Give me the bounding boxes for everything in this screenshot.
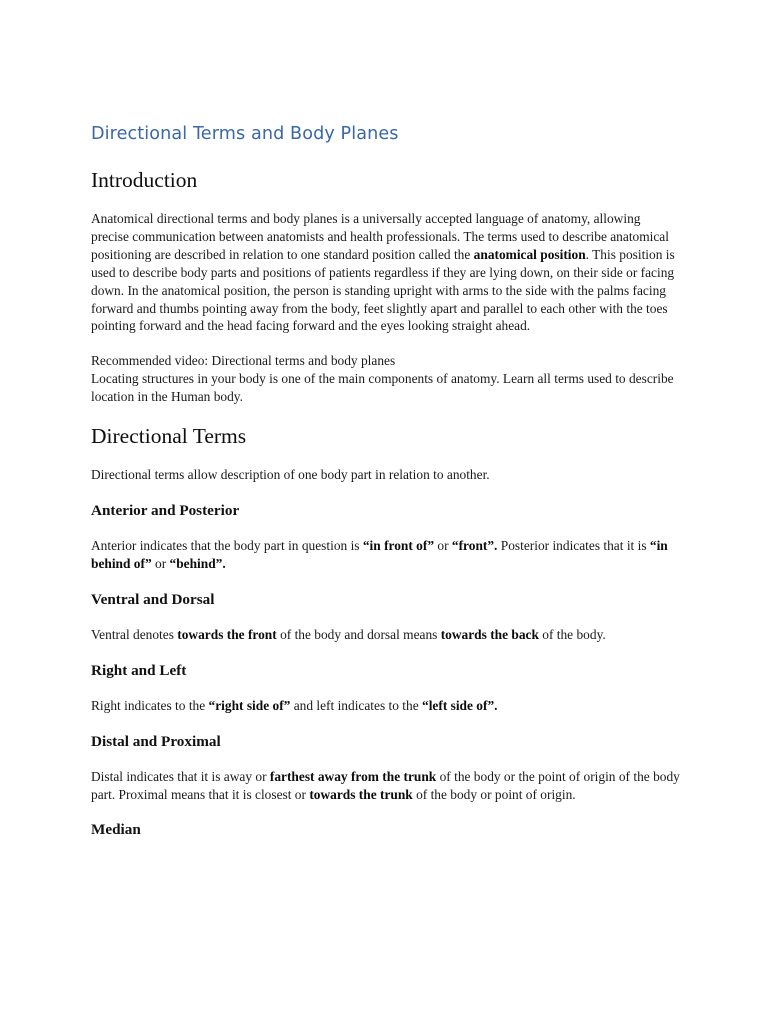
anterior-bold-2: “front”. (451, 537, 498, 553)
anterior-posterior-paragraph (91, 537, 681, 573)
distal-bold-1: farthest away from the trunk (269, 768, 437, 784)
heading-introduction: Introduction (91, 168, 198, 192)
recommended-video-label: Recommended video: Directional terms and body planes (91, 353, 396, 369)
distal-proximal-paragraph (91, 768, 681, 804)
heading-right-left: Right and Left (91, 661, 187, 679)
right-left-paragraph (91, 697, 681, 715)
intro-text-part1: Anatomical directional terms and body planes is a universally accepted language of anatomy, allowing precise communication between anatomists and health professionals. The terms used to describe anatomical positioning are described in relation to one standard position called the (91, 211, 669, 262)
distal-text-3: of the body or point of origin. (412, 786, 576, 802)
ventral-text-2: of the body and dorsal means (276, 626, 441, 642)
intro-text-part2: . This position is used to describe body parts and positions of patients regardless if they are lying down, on their side or facing down. In the anatomical position, the person is standing upright with arms to the side with the palms facing forward and thumbs pointing away from the body, feet slightly apart and parallel to each other with the toes pointing forward and the head facing forward and the eyes looking straight ahead. (91, 246, 675, 334)
right-left-bold-1: “right side of” (208, 697, 291, 713)
anterior-bold-4: “behind”. (169, 555, 226, 571)
anterior-text-4: or (151, 555, 170, 571)
right-left-bold-2: “left side of”. (422, 697, 498, 713)
ventral-text-1: Ventral denotes (91, 626, 178, 642)
heading-directional-terms: Directional Terms (91, 424, 247, 449)
anterior-text-1: Anterior indicates that the body part in question is (91, 537, 363, 553)
anterior-bold-3: “in behind of” (91, 537, 668, 571)
ventral-text-3: of the body. (538, 626, 606, 642)
distal-text-1: Distal indicates that it is away or (91, 768, 270, 784)
ventral-bold-1: towards the front (177, 626, 277, 642)
recommended-video-description: Locating structures in your body is one of the main components of anatomy. Learn all terms used to describe location in the Human body. (91, 371, 674, 405)
right-left-text-1: Right indicates to the (91, 697, 209, 713)
anatomical-position-term: anatomical position (473, 246, 586, 262)
recommended-video-block (91, 352, 681, 406)
anterior-text-2: or (434, 537, 452, 553)
heading-median: Median (91, 821, 141, 839)
document-content (91, 122, 681, 856)
heading-anterior-posterior: Anterior and Posterior (91, 501, 240, 519)
heading-distal-proximal: Distal and Proximal (91, 732, 221, 750)
ventral-dorsal-paragraph (91, 626, 681, 644)
document-title: Directional Terms and Body Planes (91, 124, 399, 144)
anterior-text-3: Posterior indicates that it is (497, 537, 650, 553)
intro-paragraph (91, 210, 681, 335)
distal-bold-2: towards the trunk (309, 786, 413, 802)
ventral-bold-2: towards the back (440, 626, 539, 642)
anterior-bold-1: “in front of” (362, 537, 435, 553)
directional-terms-intro: Directional terms allow description of one body part in relation to another. (91, 467, 490, 483)
heading-ventral-dorsal: Ventral and Dorsal (91, 590, 215, 608)
distal-text-2: of the body or the point of origin of the body part. Proximal means that it is closest or (91, 768, 680, 802)
right-left-text-2: and left indicates to the (290, 697, 422, 713)
